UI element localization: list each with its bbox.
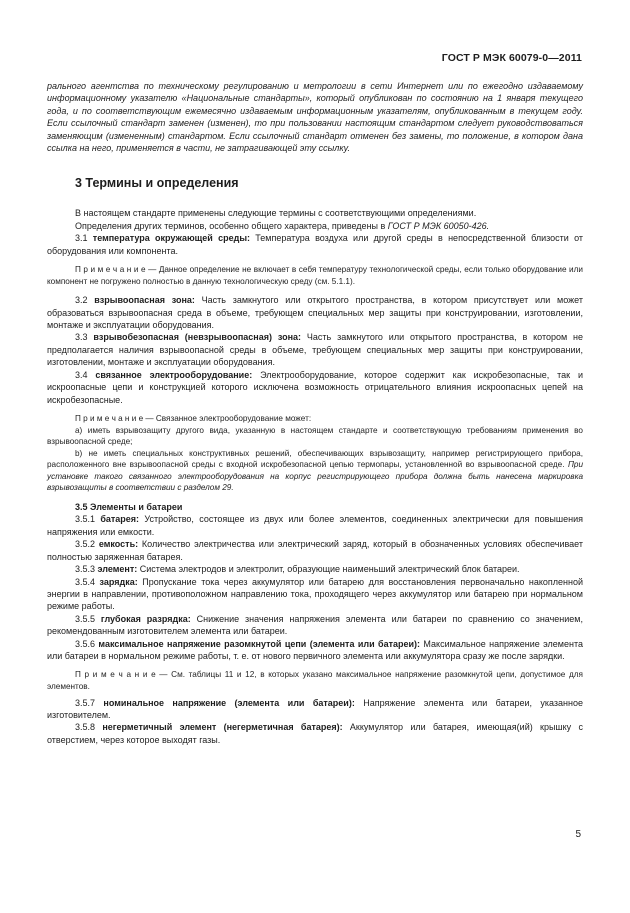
term-number: 3.5.4 [75, 576, 100, 587]
term-title: температура окружающей среды: [92, 233, 251, 244]
term-number: 3.5.2 [75, 539, 99, 550]
note-2-item-a: a) иметь взрывозащиту другого вида, указанную в настоящем стандарте и соответствующую требованиям применения во взрывоопасной среде; [47, 425, 583, 447]
term-title: негерметичный элемент (негерметичная батарея): [102, 722, 343, 733]
note-3 [47, 669, 583, 692]
note-1 [47, 264, 583, 287]
subsection-title: 3.5 Элементы и батареи [75, 502, 183, 513]
term-title: емкость: [98, 539, 139, 550]
term-3-5-2 [47, 538, 583, 563]
note-text: — Данное определение не включает в себя температуру технологической среды, если только оборудование или компонент не погружено полностью в данную технологическую среду (см. 5.1.1). [47, 265, 583, 286]
term-title: элемент: [97, 564, 138, 575]
term-definition: Система электродов и электролит, образующие наименьший электрический блок батареи. [137, 564, 520, 575]
term-number: 3.5.3 [75, 564, 98, 575]
section-paragraph-1: В настоящем стандарте применены следующие термины с соответствующими определениями. [75, 208, 477, 219]
subsection-3-5-heading [47, 501, 583, 513]
term-definition: Аккумулятор или батарея, имеющая(ий) крышку с отверстием, через которое выходят газы. [47, 722, 583, 745]
note-label: П р и м е ч а н и е [75, 265, 146, 275]
term-number: 3.2 [75, 295, 95, 306]
term-number: 3.1 [75, 233, 93, 244]
term-title: номинальное напряжение (элемента или батареи): [103, 697, 355, 708]
note-item-italic-text: При установке такого связанного электрооборудования на корпус регистрирующего прибора должна быть нанесена маркировка взрывозащиты в соответствии с разделом 29. [47, 460, 583, 493]
note-text: — Связанное электрооборудование может: [143, 413, 312, 423]
term-definition: Пропускание тока через аккумулятор или батарею для восстановления первоначально накопленной энергии в направлении, противоположном направлению тока, проходящего через аккумулятор или батарею при нормальном режиме работы. [47, 576, 583, 612]
note-label: П р и м е ч а н и е [75, 413, 144, 423]
section-heading: 3 Термины и определения [75, 176, 239, 191]
term-title: глубокая разрядка: [100, 613, 191, 624]
term-title: максимальное напряжение разомкнутой цепи (элемента или батареи): [98, 638, 421, 649]
term-3-5-7 [47, 697, 583, 722]
term-number: 3.5.6 [75, 638, 99, 649]
note-label: П р и м е ч а н и е [75, 670, 156, 680]
term-number: 3.5.8 [75, 722, 103, 733]
section-paragraph-2 [47, 220, 583, 232]
term-title: зарядка: [99, 576, 138, 587]
term-title: взрывоопасная зона: [94, 295, 195, 306]
term-title: взрывобезопасная (невзрывоопасная) зона: [93, 332, 302, 343]
term-definition: Часть замкнутого или открытого пространства, в котором присутствует или может образоваться взрывоопасная среда в объеме, требующем специальных мер защиты при конструировании, изготовлении, монтаже и эксплуатации оборудования. [47, 295, 583, 331]
term-3-5-6 [47, 638, 583, 663]
standard-reference: ГОСТ Р МЭК 60050-426. [387, 220, 490, 231]
term-definition: Температура воздуха или другой среды в непосредственной близости от оборудования или компонента. [47, 233, 583, 256]
paragraph-text: Определения других терминов, особенно общего характера, приведены в [75, 220, 388, 231]
term-title: связанное электрооборудование: [95, 369, 253, 380]
term-number: 3.4 [75, 369, 96, 380]
note-2 [47, 413, 583, 425]
term-definition: Снижение значения напряжения элемента или батареи по сравнению со значением, рекомендованным изготовителем элемента или батареи. [47, 613, 583, 637]
term-3-5-3 [47, 563, 583, 575]
term-3-5-1 [47, 513, 583, 538]
page-body [47, 80, 583, 746]
page-number: 5 [575, 829, 581, 840]
term-3-2 [47, 294, 583, 331]
term-title: батарея: [100, 514, 140, 525]
term-3-5-5 [47, 613, 583, 638]
term-3-4 [47, 369, 583, 406]
term-definition: Устройство, состоящее из двух или более элементов, соединенных электрически для повышения напряжения или емкости. [47, 514, 583, 537]
term-3-5-4 [47, 576, 583, 613]
term-definition: Электрооборудование, которое содержит как искробезопасные, так и искроопасные цепи и конструкцией которого исключена возможность отрицательного влияния искроопасных цепей на искробезопасные. [47, 369, 584, 405]
page-header-standard-number: ГОСТ Р МЭК 60079-0—2011 [441, 52, 582, 64]
term-number: 3.3 [75, 332, 94, 343]
term-number: 3.5.1 [75, 514, 101, 525]
note-item-text: b) не иметь специальных конструктивных решений, обеспечивающих взрывозащиту, например регистрирующего прибора, расположенного вне взрывоопасной среды с входной искробезопасной цепью термопары, установленной во взрывоопасной среде. [47, 448, 583, 470]
term-definition: Напряжение элемента или батареи, указанное изготовителем. [47, 697, 584, 720]
intro-paragraph: рального агентства по техническому регулированию и метрологии в сети Интернет или по ежегодно издаваемому информационному указателю «Национальные стандарты», который опубликован по состоянию на 1 января текущего года, и по соответствующим ежемесячно издаваемым информационным указателям, опубликованным в текущем году. Если ссылочный стандарт заменен (изменен), то при пользовании настоящим стандартом следует руководствоваться заменяющим (измененным) стандартом. Если ссылочный стандарт отменен без замены, то положение, в котором дана ссылка на него, применяется в части, не затрагивающей эту ссылку. [47, 81, 583, 154]
term-definition: Максимальное напряжение элемента или батареи в нормальном режиме работы, т. е. от нового первичного элемента или аккумулятора сразу же после зарядки. [47, 638, 583, 661]
term-3-5-8 [47, 721, 583, 746]
note-text: — См. таблицы 11 и 12, в которых указано максимальное напряжение разомкнутой цепи, допустимое для элементов. [47, 670, 583, 691]
term-number: 3.5.7 [75, 697, 104, 708]
term-definition: Количество электричества или электрический заряд, который в обозначенных условиях обеспечивает полностью заряженная батарея. [47, 539, 583, 562]
term-number: 3.5.5 [75, 613, 101, 624]
term-3-3 [47, 331, 583, 368]
term-3-1 [47, 232, 583, 257]
note-2-item-b [47, 448, 583, 494]
term-definition: Часть замкнутого или открытого пространства, в котором не предполагается наличия взрывоопасной среды в объеме, требующем специальных мер защиты при конструировании, изготовлении, монтаже и эксплуатации оборудования. [47, 332, 584, 368]
